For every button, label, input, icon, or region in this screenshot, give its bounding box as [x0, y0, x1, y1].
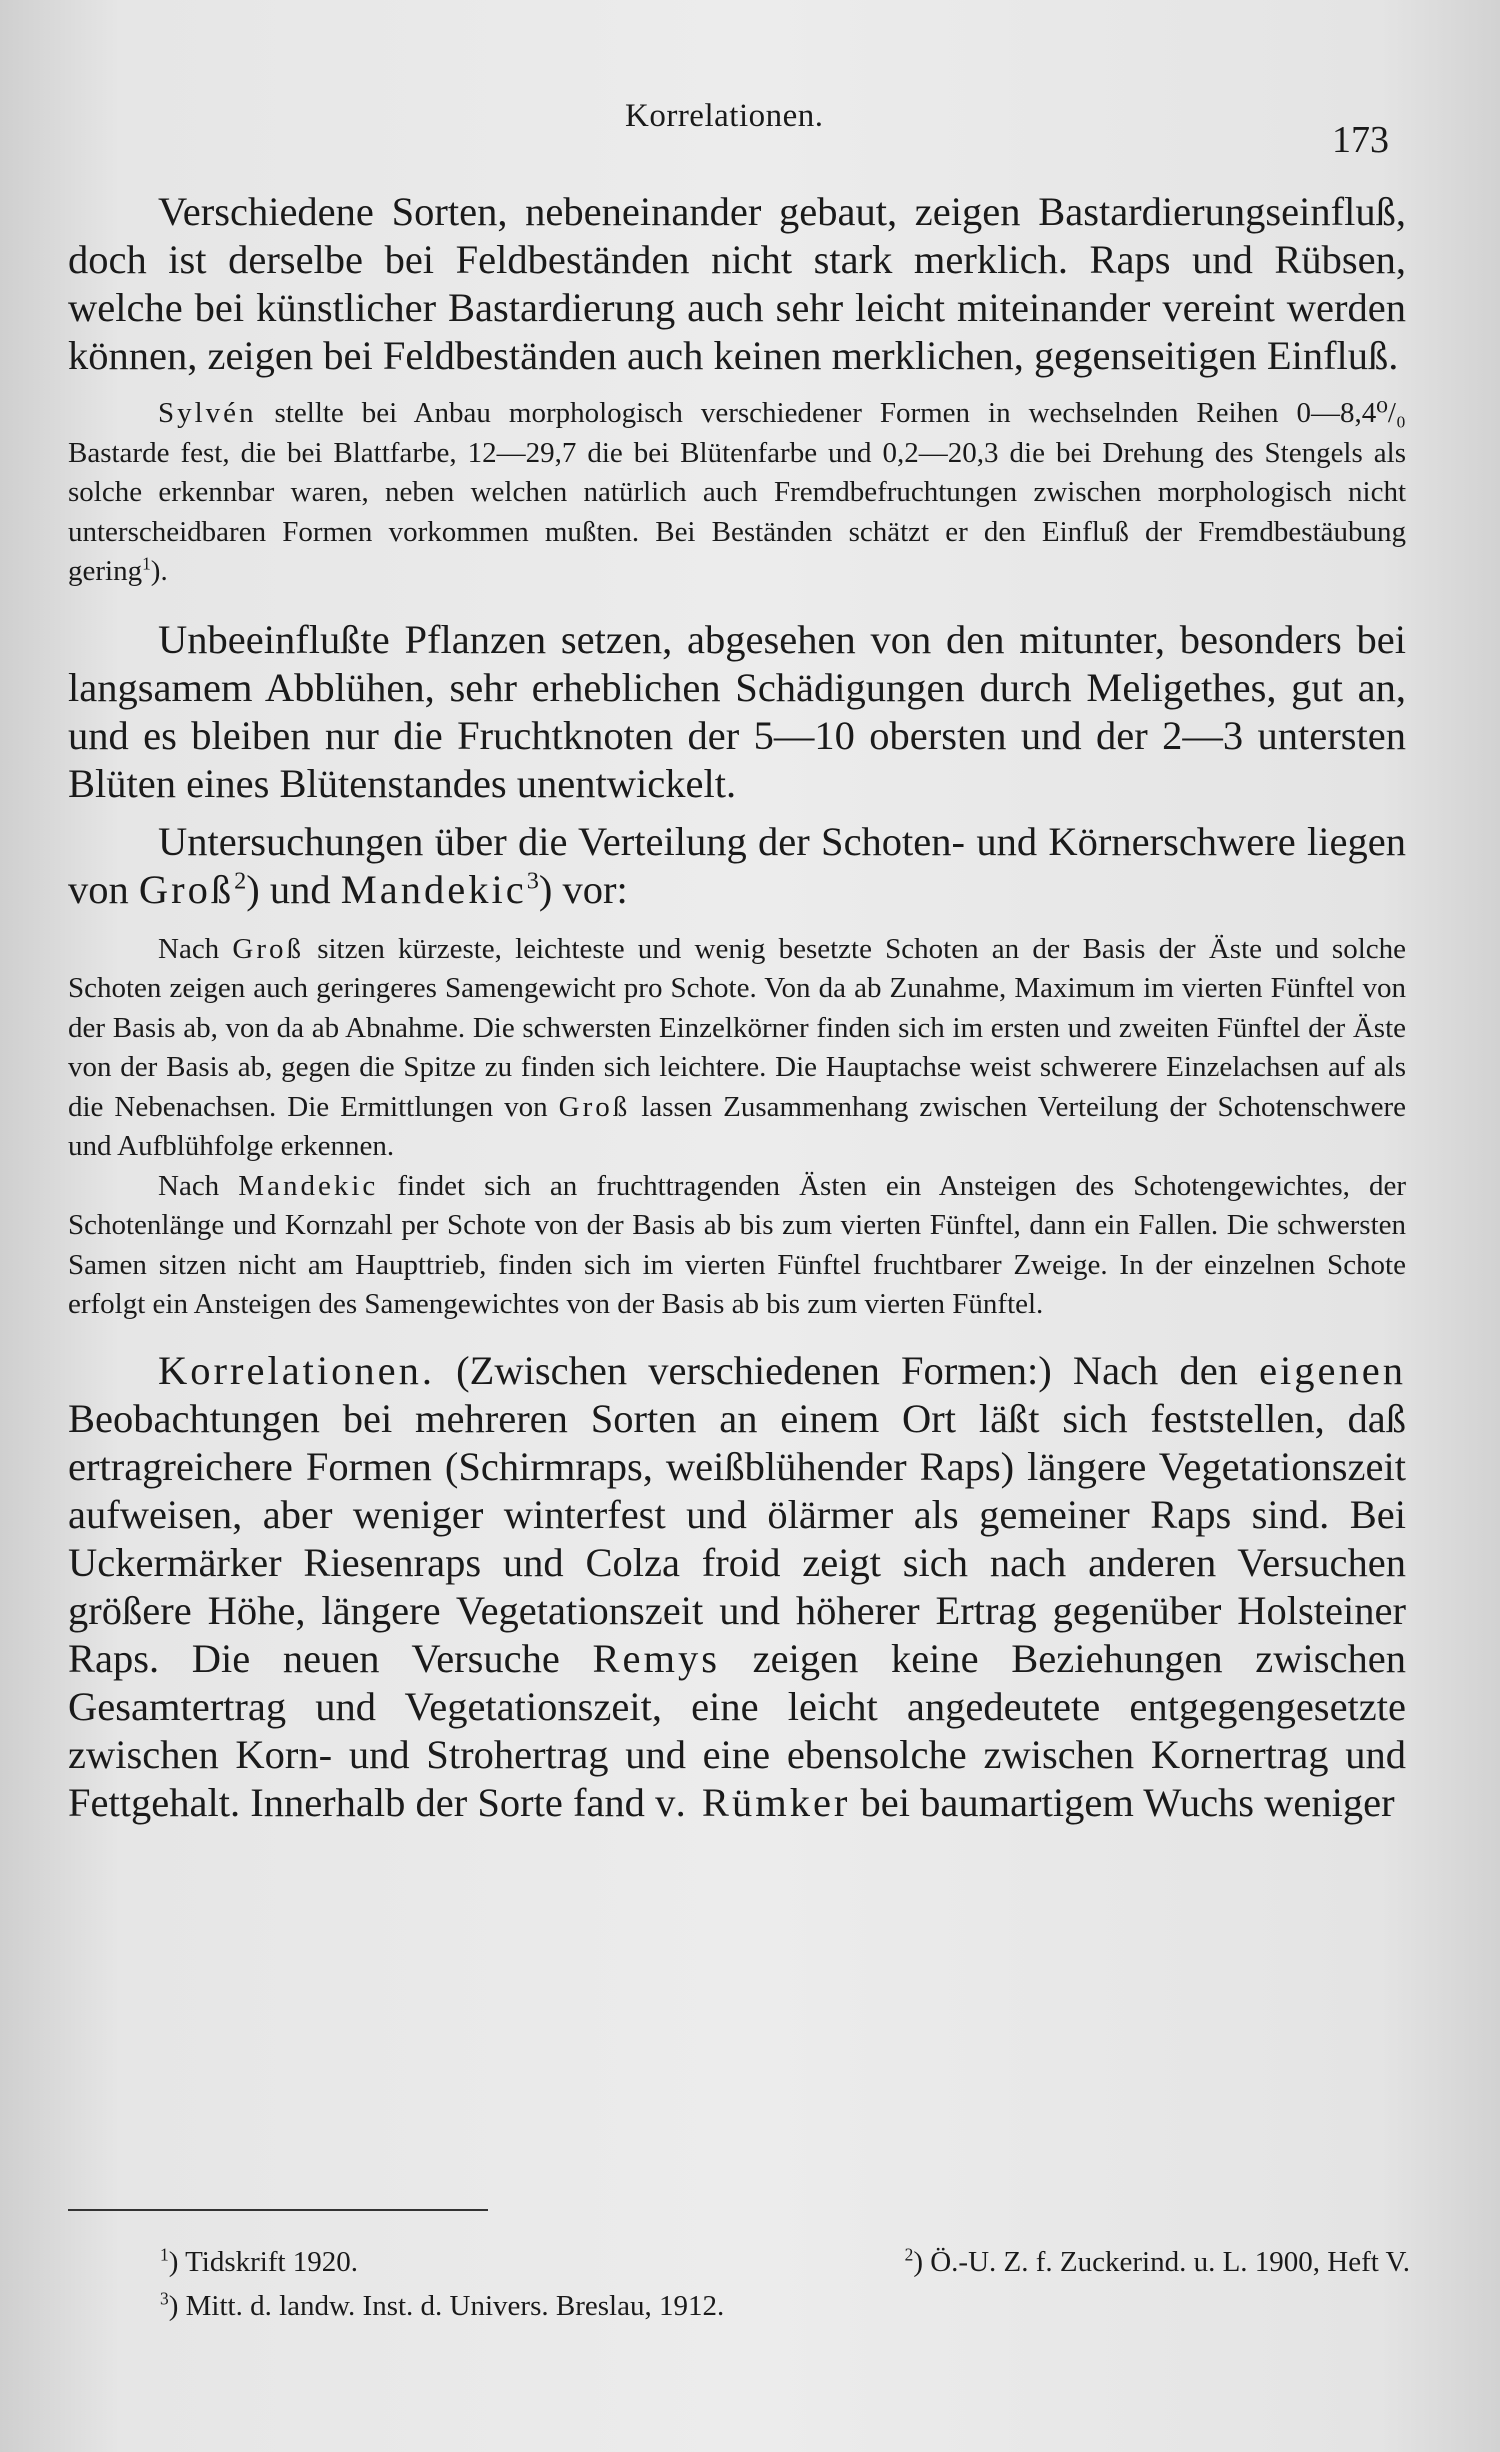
paragraph-text: ) vor:: [538, 866, 628, 912]
author-name: Mandekic: [340, 866, 527, 912]
footnote-2: [905, 2240, 1410, 2284]
emphasis-text: eigenen: [1259, 1347, 1406, 1393]
section-heading: Korrelationen.: [158, 1347, 436, 1393]
footnote-ref: 1: [142, 553, 151, 574]
paragraph-text: lassen Zusammenhang zwischen Verteilung der Schotenschwere und Aufblühfolge erkennen.: [68, 1090, 1406, 1162]
paragraph-text: ).: [150, 555, 168, 587]
author-name: Groß: [138, 866, 235, 912]
author-name: Mandekic: [238, 1169, 379, 1202]
page-number: 173: [1332, 119, 1389, 161]
paragraph-text: Beobachtungen bei mehreren Sorten an einem Ort läßt sich feststellen, daß ertragreichere Formen (Schirmraps, weißblühender Raps) längere Vegetationszeit aufweisen, aber weniger winterfest und ölärmer als gemeiner Raps sind. Bei Uckermärker Riesenraps und Colza froid zeigt sich nach anderen Versuchen größere Höhe, längere Vegetationszeit und höherer Ertrag gegenüber Holsteiner Raps. Die neuen Versuche: [68, 1395, 1406, 1681]
author-name: Sylvén: [158, 397, 257, 429]
paragraph-text: findet sich an fruchttragenden Ästen ein Ansteigen des Schotengewichtes, der Schotenlänge und Kornzahl per Schote von der Basis ab bis zum vierten Fünftel, dann ein Fallen. Die schwersten Samen sitzen nicht am Haupttrieb, finden sich im vierten Fünftel fruchtbarer Zweige. In der einzelnen Schote erfolgt ein Ansteigen des Samengewichtes von der Basis ab bis zum vierten Fünftel.: [68, 1169, 1406, 1320]
paragraph-bastardierung: [68, 188, 1406, 380]
paragraph-text: (Zwischen verschiedenen Formen:) Nach den: [435, 1347, 1260, 1393]
footnote-ref: 3: [526, 867, 539, 894]
footnotes: [160, 2240, 1410, 2328]
paragraph-korrelationen: [68, 1347, 1406, 1827]
author-name: Remys: [592, 1635, 721, 1681]
author-name: Groß: [558, 1090, 631, 1123]
paragraph-verteilung: [68, 818, 1406, 914]
paragraph-mandekic: [68, 1167, 1406, 1325]
footnote-3: [160, 2284, 1410, 2328]
paragraph-text: Nach: [158, 932, 233, 965]
page-body: [68, 188, 1406, 1827]
author-name: Groß: [232, 932, 304, 965]
footnote-mark: 1: [160, 2244, 169, 2265]
footnote-text: ) Tidskrift 1920.: [168, 2246, 359, 2278]
footnote-mark: 2: [904, 2244, 914, 2265]
footnote-ref: 2: [234, 867, 247, 894]
paragraph-text: Nach: [158, 1169, 239, 1202]
running-title: Korrelationen.: [625, 98, 824, 134]
author-name: v. Rümker: [655, 1779, 851, 1825]
paragraph-text: Verschiedene Sorten, nebeneinander gebaut, zeigen Bastardierungseinfluß, doch ist derselbe bei Feldbeständen nicht stark merklich. Raps und Rübsen, welche bei künstlicher Bastardierung auch sehr leicht miteinander vereint werden können, zeigen bei Feldbeständen auch keinen merklichen, gegenseitigen Einfluß.: [68, 189, 1406, 378]
footnote-1: [160, 2240, 358, 2284]
paragraph-text: sitzen kürzeste, leichteste und wenig besetzte Schoten an der Basis der Äste und solche Schoten zeigen auch geringeres Samengewicht pro Schote. Von da ab Zunahme, Maximum im vierten Fünftel von der Basis ab, von da ab Abnahme. Die schwersten Einzelkörner finden sich im ersten und zweiten Fünftel der Äste von der Basis ab, gegen die Spitze zu finden sich leichtere. Die Hauptachse weist schwerere Einzelachsen auf als die Nebenachsen. Die Ermittlungen von: [68, 932, 1406, 1123]
footnote-text: ) Ö.-U. Z. f. Zuckerind. u. L. 1900, Heft V.: [913, 2246, 1410, 2278]
paragraph-text: Unbeeinflußte Pflanzen setzen, abgesehen von den mitunter, besonders bei langsamem Abblühen, sehr erheblichen Schädigungen durch Meligethes, gut an, und es bleiben nur die Fruchtknoten der 5—10 obersten und der 2—3 untersten Blüten eines Blütenstandes unentwickelt.: [68, 616, 1406, 806]
footnote-rule: [68, 2209, 488, 2211]
paragraph-sylven: [68, 394, 1406, 592]
paragraph-text: zeigen keine Beziehungen zwischen Gesamtertrag und Vegetationszeit, eine leicht angedeutete entgegengesetzte zwischen Korn- und Strohertrag und eine ebensolche zwischen Kornertrag und Fettgehalt. Innerhalb der Sorte fand: [68, 1635, 1406, 1825]
footnote-row: [160, 2240, 1410, 2284]
paragraph-text: stellte bei Anbau morphologisch verschiedener Formen in wechselnden Reihen 0—8,4⁰/₀ Bastarde fest, die bei Blattfarbe, 12—29,7 die bei Blütenfarbe und 0,2—20,3 die bei Drehung des Stengels als solche erkennbar waren, neben welchen natürlich auch Fremdbefruchtungen zwischen morphologisch nicht unterscheidbaren Formen vorkommen mußten. Bei Beständen schätzt er den Einfluß der Fremdbestäubung gering: [68, 397, 1406, 587]
paragraph-text: ) und: [246, 866, 341, 912]
paragraph-text: bei baumartigem Wuchs weniger: [850, 1779, 1395, 1825]
footnote-mark: 3: [160, 2288, 169, 2309]
paragraph-text: Untersuchungen über die Verteilung der Schoten- und Körnerschwere liegen von: [68, 818, 1406, 912]
footnote-text: ) Mitt. d. landw. Inst. d. Univers. Breslau, 1912.: [168, 2290, 725, 2322]
paragraph-meligethes: [68, 616, 1406, 808]
paragraph-gross: [68, 930, 1406, 1167]
